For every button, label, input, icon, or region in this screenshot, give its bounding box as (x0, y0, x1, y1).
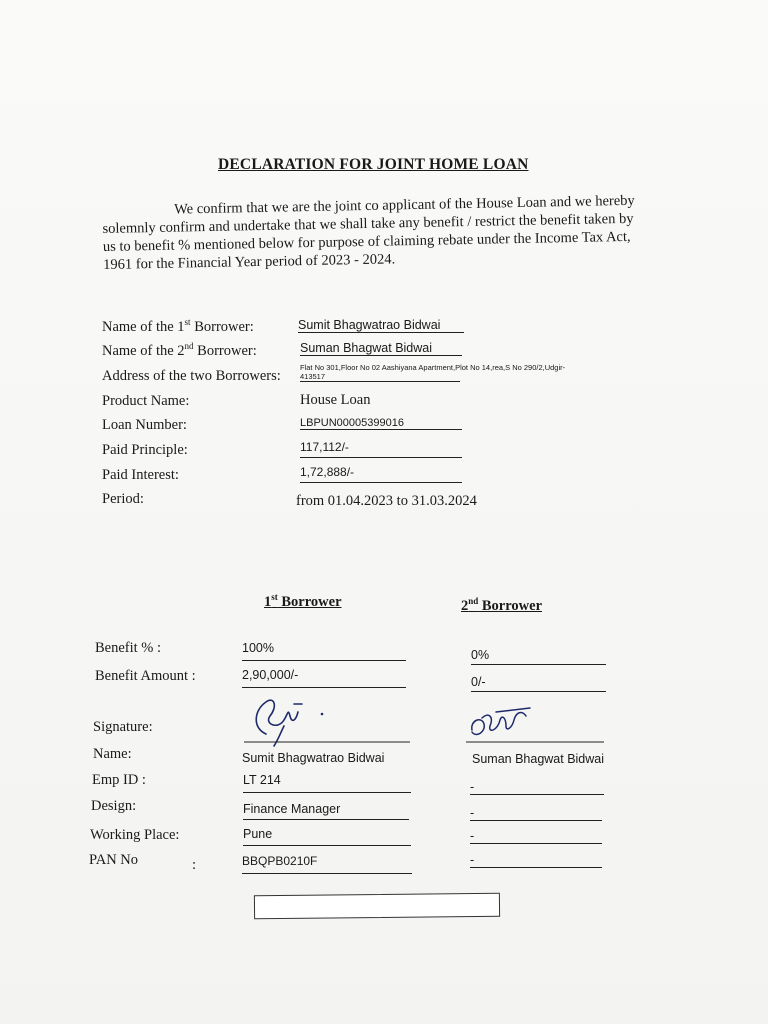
pan-colon: : (192, 857, 197, 873)
second-borrower-header: 2nd Borrower (461, 596, 543, 614)
period-value: from 01.04.2023 to 31.03.2024 (296, 493, 477, 509)
name-label: Name: (93, 746, 132, 762)
pan-label: PAN No (89, 852, 139, 868)
declaration-text: We confirm that we are the joint co applicant of the House Loan and we hereby solemnly confirm and undertake that we shall take any benefit / restrict the benefit taken by us to benefit % mentioned below for purpose of claiming rebate under the Income Tax Act, 1961 for the Financial Year period of 2023 - 2024. (102, 192, 635, 273)
signature-label: Signature: (93, 719, 153, 735)
borrower1-name-value: Sumit Bhagwatrao Bidwai (298, 318, 464, 333)
design-label: Design: (91, 798, 137, 814)
b1-signature (244, 690, 414, 742)
loan-number-label: Loan Number: (102, 417, 187, 433)
product-label: Product Name: (102, 393, 190, 409)
loan-number-value: LBPUN00005399016 (300, 417, 462, 430)
benefit-percent-label: Benefit % : (95, 640, 162, 656)
emp-id-label: Emp ID : (92, 772, 146, 788)
b2-working-place: - (470, 829, 602, 844)
paid-principle-value: 117,112/- (300, 440, 462, 458)
empty-box (254, 893, 500, 920)
b2-name: Suman Bhagwat Bidwai (472, 752, 605, 766)
first-borrower-header: 1st Borrower (264, 592, 342, 610)
b1-benefit-amount: 2,90,000/- (242, 668, 406, 688)
address-label: Address of the two Borrowers: (102, 368, 281, 384)
paid-interest-value: 1,72,888/- (300, 465, 462, 483)
b2-design: - (470, 806, 602, 821)
b2-benefit-percent: 0% (471, 648, 606, 665)
b2-emp-id: - (470, 780, 604, 795)
paid-principle-label: Paid Principle: (102, 442, 188, 458)
b1-pan: BBQPB0210F (242, 854, 412, 874)
b2-pan: - (470, 853, 602, 868)
b1-emp-id: LT 214 (243, 773, 411, 793)
borrower2-name-value: Suman Bhagwat Bidwai (300, 341, 462, 356)
period-label: Period: (102, 491, 144, 507)
b1-design: Finance Manager (243, 802, 409, 820)
b1-benefit-percent: 100% (242, 641, 406, 661)
b2-signature (466, 702, 606, 744)
b1-working-place: Pune (243, 827, 411, 846)
paid-interest-label: Paid Interest: (102, 467, 179, 483)
document-title: DECLARATION FOR JOINT HOME LOAN (218, 156, 529, 173)
declaration-paragraph (102, 192, 643, 274)
product-value: House Loan (300, 392, 371, 408)
b1-name: Sumit Bhagwatrao Bidwai (242, 751, 385, 765)
b2-benefit-amount: 0/- (471, 675, 606, 692)
borrower2-label: Name of the 2nd Borrower: (102, 341, 257, 359)
working-place-label: Working Place: (90, 827, 180, 843)
benefit-amount-label: Benefit Amount : (95, 668, 196, 684)
borrower1-label: Name of the 1st Borrower: (102, 317, 254, 335)
address-value: Flat No 301,Floor No 02 Aashiyana Apartment,Plot No 14,rea,S No 290/2,Udgir- 413517 (300, 363, 566, 381)
